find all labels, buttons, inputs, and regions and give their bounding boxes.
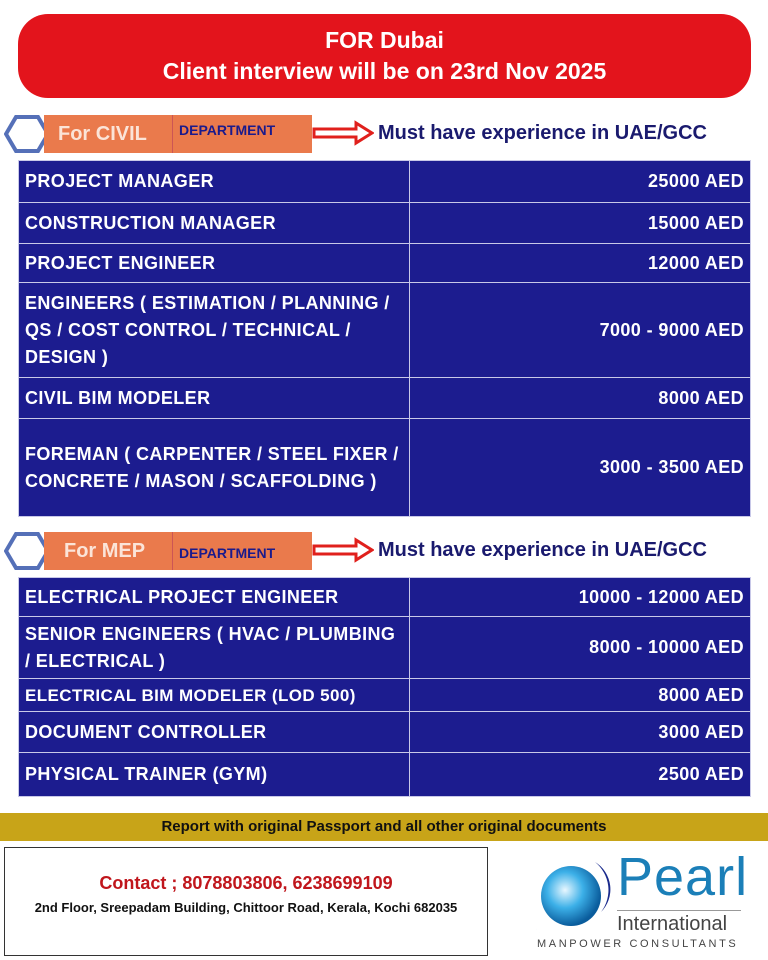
job-salary: 8000 AED — [410, 378, 751, 419]
job-salary: 15000 AED — [410, 203, 751, 244]
contact-phones: Contact ; 8078803806, 6238699109 — [99, 873, 393, 893]
documents-notice: Report with original Passport and all other original documents — [0, 813, 768, 841]
header-banner — [18, 14, 751, 98]
job-salary: 10000 - 12000 AED — [410, 578, 751, 617]
job-salary: 7000 - 9000 AED — [410, 283, 751, 378]
job-role: CONSTRUCTION MANAGER — [19, 203, 410, 244]
civil-requirement: Must have experience in UAE/GCC — [378, 122, 707, 144]
civil-department-header — [0, 112, 768, 156]
company-logo — [525, 847, 765, 958]
job-role: FOREMAN ( CARPENTER / STEEL FIXER / CONCRETE / MASON / SCAFFOLDING ) — [19, 419, 410, 517]
table-row — [19, 753, 751, 797]
logo-tagline: MANPOWER CONSULTANTS — [537, 938, 739, 950]
job-salary: 8000 - 10000 AED — [410, 617, 751, 679]
job-role: PROJECT MANAGER — [19, 161, 410, 203]
mep-jobs-table — [18, 577, 751, 797]
logo-subtitle: International — [617, 910, 741, 936]
job-salary: 2500 AED — [410, 753, 751, 797]
mep-requirement: Must have experience in UAE/GCC — [378, 539, 707, 561]
job-role: PROJECT ENGINEER — [19, 244, 410, 283]
job-salary: 8000 AED — [410, 679, 751, 712]
table-row — [19, 617, 751, 679]
table-row — [19, 203, 751, 244]
mep-tag: For MEP — [44, 532, 172, 570]
job-role: DOCUMENT CONTROLLER — [19, 712, 410, 753]
civil-jobs-table — [18, 160, 751, 517]
civil-tag: For CIVIL — [44, 115, 172, 153]
contact-box — [4, 847, 488, 956]
table-row — [19, 679, 751, 712]
job-role: ENGINEERS ( ESTIMATION / PLANNING / QS / COST CONTROL / TECHNICAL / DESIGN ) — [19, 283, 410, 378]
header-interview-date: Client interview will be on 23rd Nov 2025 — [162, 58, 607, 84]
table-row — [19, 283, 751, 378]
mep-department-header — [0, 529, 768, 573]
job-salary: 3000 AED — [410, 712, 751, 753]
table-row — [19, 578, 751, 617]
job-role: ELECTRICAL BIM MODELER (LOD 500) — [19, 679, 410, 712]
mep-department-label: DEPARTMENT — [172, 532, 312, 570]
job-salary: 12000 AED — [410, 244, 751, 283]
arrow-right-icon — [312, 120, 374, 146]
table-row — [19, 712, 751, 753]
pearl-globe-icon — [531, 856, 611, 936]
civil-department-label: DEPARTMENT — [172, 115, 312, 153]
table-row — [19, 244, 751, 283]
header-location: FOR Dubai — [325, 27, 444, 53]
job-role: ELECTRICAL PROJECT ENGINEER — [19, 578, 410, 617]
arrow-right-icon — [312, 537, 374, 563]
job-salary: 3000 - 3500 AED — [410, 419, 751, 517]
job-role: CIVIL BIM MODELER — [19, 378, 410, 419]
logo-name: Pearl — [617, 847, 749, 907]
table-row — [19, 378, 751, 419]
job-role: PHYSICAL TRAINER (GYM) — [19, 753, 410, 797]
table-row — [19, 161, 751, 203]
table-row — [19, 419, 751, 517]
job-role: SENIOR ENGINEERS ( HVAC / PLUMBING / ELECTRICAL ) — [19, 617, 410, 679]
contact-address: 2nd Floor, Sreepadam Building, Chittoor Road, Kerala, Kochi 682035 — [34, 900, 458, 915]
job-salary: 25000 AED — [410, 161, 751, 203]
